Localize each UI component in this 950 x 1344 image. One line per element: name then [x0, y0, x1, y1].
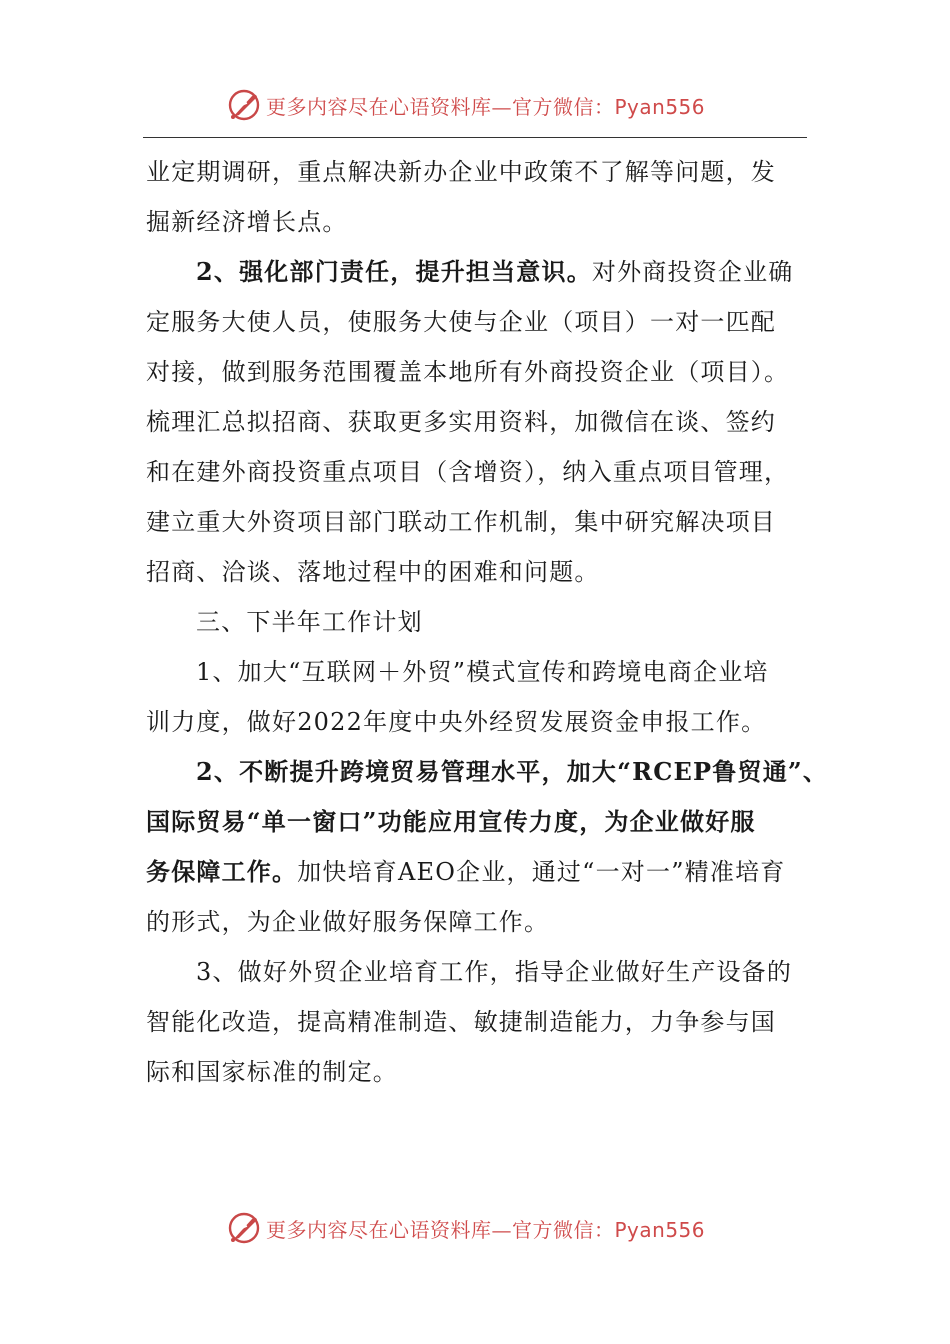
- header-banner-title: 更多内容尽在心语资料库—: [266, 95, 512, 119]
- text-line: 业定期调研，重点解决新办企业中政策不了解等问题，发: [146, 158, 776, 186]
- text-line: 的形式，为企业做好服务保障工作。: [146, 908, 550, 936]
- footer-banner: [0, 1209, 950, 1249]
- text-line: 训力度，做好2022年度中央外经贸发展资金申报工作。: [146, 708, 767, 736]
- bold-heading: 2、不断提升跨境贸易管理水平，加大“RCEP鲁贸通”、: [196, 757, 829, 786]
- text-line: 务保障工作。加快培育AEO企业，通过“一对一”精准培育: [146, 857, 786, 886]
- footer-banner-wechat: 官方微信：Pyan556: [512, 1218, 706, 1242]
- footer-banner-title: 更多内容尽在心语资料库—: [266, 1218, 512, 1242]
- section-heading: 三、下半年工作计划: [196, 608, 423, 636]
- text-line: 际和国家标准的制定。: [146, 1058, 398, 1086]
- header-banner-text: [266, 91, 705, 120]
- text-line: 1、加大“互联网＋外贸”模式宣传和跨境电商企业培: [196, 658, 769, 686]
- text-line: [196, 755, 828, 789]
- header-banner-wechat: 官方微信：Pyan556: [512, 95, 706, 119]
- header-banner: [0, 86, 950, 126]
- bold-heading: 务保障工作。: [146, 857, 298, 886]
- text-line: 智能化改造，提高精准制造、敏捷制造能力，力争参与国: [146, 1008, 776, 1036]
- text-line: 3、做好外贸企业培育工作，指导企业做好生产设备的: [196, 958, 793, 986]
- text-line: 建立重大外资项目部门联动工作机制，集中研究解决项目: [146, 508, 776, 536]
- quill-logo-icon: [227, 88, 261, 122]
- quill-logo-icon: [227, 1211, 261, 1245]
- text-line: 招商、洽谈、落地过程中的困难和问题。: [146, 558, 600, 586]
- text-line: 对接，做到服务范围覆盖本地所有外商投资企业（项目）。: [146, 358, 790, 386]
- text-line: [146, 805, 756, 839]
- text-line: 和在建外商投资重点项目（含增资），纳入重点项目管理，: [146, 458, 790, 486]
- text-line: 掘新经济增长点。: [146, 208, 348, 236]
- footer-banner-text: [266, 1214, 705, 1243]
- text-line: 梳理汇总拟招商、获取更多实用资料，加微信在谈、签约: [146, 408, 776, 436]
- text-line: 定服务大使人员，使服务大使与企业（项目）一对一匹配: [146, 308, 776, 336]
- bold-heading: 国际贸易“单一窗口”功能应用宣传力度，为企业做好服: [146, 807, 756, 836]
- bold-heading: 2、强化部门责任，提升担当意识。: [196, 257, 592, 286]
- text-line: 2、强化部门责任，提升担当意识。对外商投资企业确: [196, 257, 794, 286]
- header-rule: [143, 137, 807, 138]
